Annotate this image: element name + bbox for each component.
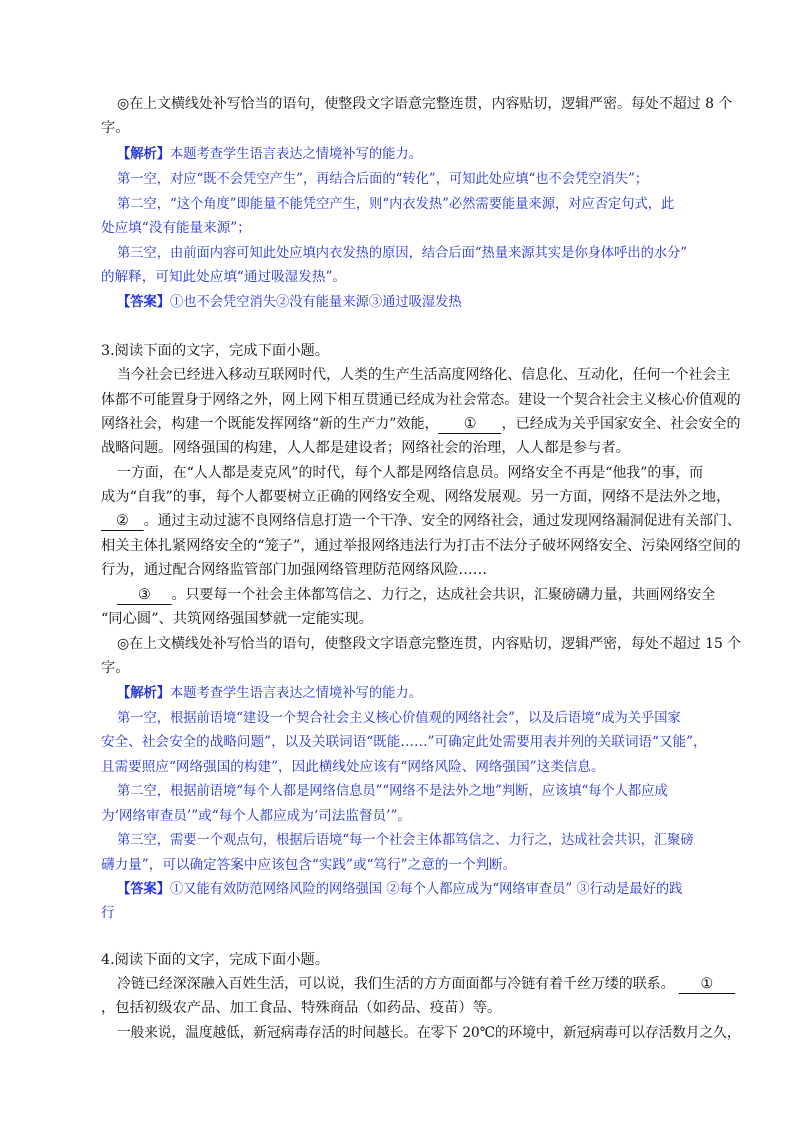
q4-para1-line1 [117, 974, 741, 994]
q2-analysis-blank-3: 第三空，由前面内容可知此处应填内衣发热的原因，结合后面“热量来源其实是你身体呼出的水分” [117, 245, 688, 261]
answer-label: 【答案】 [117, 881, 171, 897]
q4-para2-line1: 一般来说，温度越低，新冠病毒存活的时间越长。在零下 20℃的环境中，新冠病毒可以存活数月之久， [117, 1025, 741, 1041]
q3-para2-line5: 行为，通过配合网络监管部门加强网络管理防范网络风险…… [101, 562, 488, 578]
q3-para1-line4: 战略问题。网络强国的构建，人人都是建设者；网络社会的治理，人人都是参与者。 [101, 440, 630, 456]
q3-para3-line2: “同心圆”、共筑网络强国梦就一定能实现。 [101, 611, 373, 627]
q3-analysis-blank-2-cont: 为‘网络审查员’”或“每个人都应成为‘司法监督员’”。 [101, 808, 412, 824]
q3-instruction-cont: 字。 [101, 660, 130, 676]
analysis-label: 【解析】 [117, 146, 171, 162]
q2-analysis-blank-2: 第二空，“这个角度”即能量不能凭空产生，则“内衣发热”必然需要能量来源，对应否定句式，此 [117, 196, 675, 212]
analysis-label: 【解析】 [117, 685, 171, 701]
blank-1: ① [678, 976, 735, 994]
q2-instruction: ◎在上文横线处补写恰当的语句，使整段文字语意完整连贯，内容贴切，逻辑严密。每处不超过 8 个 [117, 96, 733, 112]
q4-para1-line2: ，包括初级农产品、加工食品、特殊商品（如药品、疫苗）等。 [101, 1000, 502, 1016]
blank-2: ② [101, 513, 144, 531]
q3-analysis-blank-1-cont: 安全、社会安全的战略问题”，以及关联词语“既能……”可确定此处需要用表并列的关联词语“又能”， [101, 734, 707, 750]
q2-analysis-blank-2-cont: 处应填“没有能量来源”； [101, 220, 251, 236]
q3-para3-line1 [117, 585, 741, 605]
q3-answer-cont: 行 [101, 905, 115, 921]
q3-analysis-blank-2: 第二空，根据前语境“每个人都是网络信息员”“网络不是法外之地”判断，应该填“每个人都应成 [117, 783, 668, 799]
q3-para1-line3 [101, 414, 741, 434]
answer-text: ①也不会凭空消失②没有能量来源③通过吸湿发热 [170, 294, 462, 310]
text-segment: ，已经成为关乎国家安全、社会安全的 [501, 416, 741, 432]
blank-1: ① [439, 416, 502, 434]
q3-analysis-blank-3: 第三空，需要一个观点句，根据后语境“每一个社会主体都笃信之、力行之，达成社会共识，汇聚磅 [117, 832, 694, 848]
answer-label: 【答案】 [117, 294, 171, 310]
q3-para2-line4: 相关主体扎紧网络安全的“笼子”，通过举报网络违法行为打击不法分子破坏网络安全、污染网络空间的 [101, 538, 741, 554]
text-segment: 网络社会，构建一个既能发挥网络“新的生产力”效能， [101, 416, 439, 432]
q3-para2-line2: 成为“自我”的事，每个人都要树立正确的网络安全观、网络发展观。另一方面，网络不是法外之地， [101, 489, 731, 505]
q2-analysis-blank-3-cont: 的解释，可知此处应填“通过吸湿发热”。 [101, 269, 346, 285]
text-segment: 。通过主动过滤不良网络信息打造一个干净、安全的网络社会，通过发现网络漏洞促进有关部门、 [143, 513, 741, 529]
text-segment: 。只要每一个社会主体都笃信之、力行之，达成社会共识，汇聚磅礴力量，共画网络安全 [171, 587, 716, 603]
q3-analysis-blank-1: 第一空，根据前语境“建设一个契合社会主义核心价值观的网络社会”，以及后语境“成为关乎国家 [117, 710, 681, 726]
q2-answer [117, 292, 741, 312]
q3-analysis [117, 683, 741, 703]
q3-para1-line2: 体都不可能置身于网络之外，网上网下相互贯通已经成为社会常态。建设一个契合社会主义核心价值观的 [101, 392, 741, 408]
q3-answer [117, 879, 741, 899]
q3-analysis-blank-1-cont2: 且需要照应“网络强国的构建”，因此横线处应该有“网络风险、网络强国”这类信息。 [101, 759, 605, 775]
q3-para2-line3 [101, 511, 741, 531]
q3-analysis-blank-3-cont: 礴力量”，可以确定答案中应该包含“实践”或“笃行”之意的一个判断。 [101, 857, 517, 873]
q3-heading: 3.阅读下面的文字，完成下面小题。 [101, 343, 330, 359]
q4-heading: 4.阅读下面的文字，完成下面小题。 [101, 952, 330, 968]
q3-instruction: ◎在上文横线处补写恰当的语句，使整段文字语意完整连贯，内容贴切，逻辑严密，每处不超过 15 个 [117, 636, 742, 652]
q3-para2-line1: 一方面，在“人人都是麦克风”的时代，每个人都是网络信息员。网络安全不再是“他我”的事，而 [117, 465, 704, 481]
blank-3: ③ [117, 587, 172, 605]
q3-para1-line1: 当今社会已经进入移动互联网时代，人类的生产生活高度网络化、信息化、互动化，任何一个社会主 [117, 367, 731, 383]
q2-analysis [117, 144, 741, 164]
analysis-text: 本题考查学生语言表达之情境补写的能力。 [170, 146, 422, 162]
q2-analysis-blank-1: 第一空，对应“既不会凭空产生”，再结合后面的“转化”，可知此处应填“也不会凭空消失”； [117, 171, 649, 187]
answer-text: ①又能有效防范网络风险的网络强国 ②每个人都应成为“网络审查员” ③行动是最好的践 [170, 881, 683, 897]
text-segment: 冷链已经深深融入百姓生活，可以说，我们生活的方方面面都与冷链有着千丝万缕的联系。 [117, 976, 675, 992]
q2-instruction-cont: 字。 [101, 120, 130, 136]
analysis-text: 本题考查学生语言表达之情境补写的能力。 [170, 685, 422, 701]
